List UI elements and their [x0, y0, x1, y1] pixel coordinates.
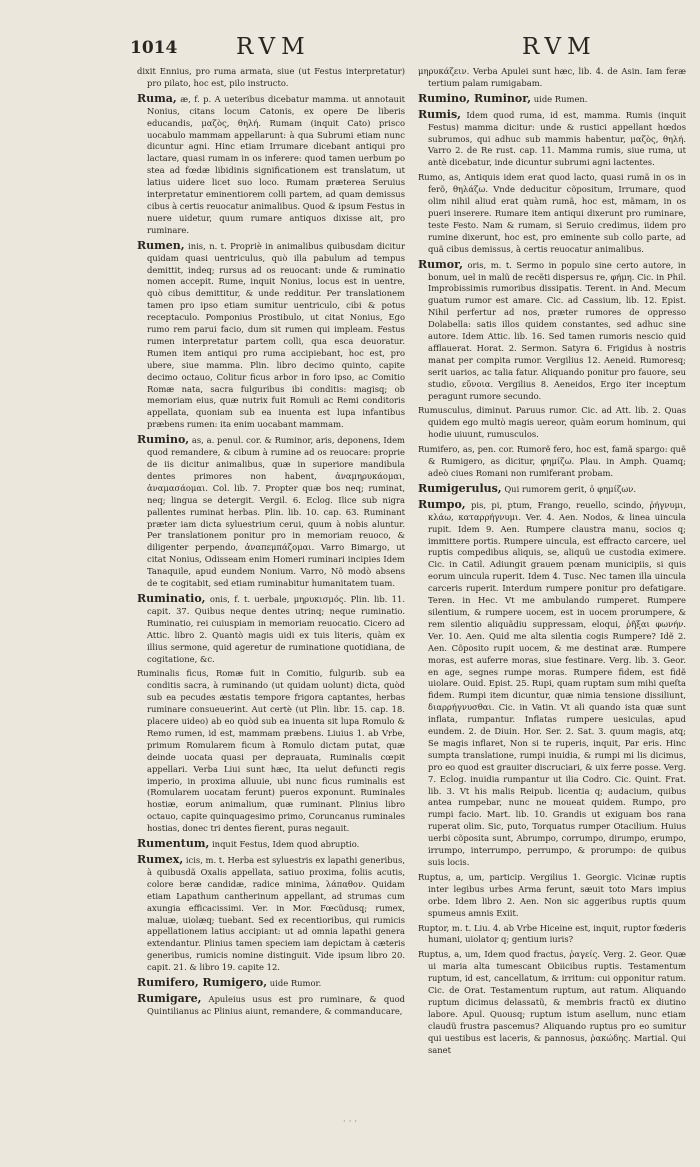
- entry-text: Ruptus, a, um, Idem quod fractus, ῥαγείς. Verg. 2. Geor. Quæ ui maria alta tumescant Obiicibus ruptis. Testamentum ruptum, id est, cancellatum, & irritum: cui opponitur ratum. Cic. de Orat. Testamentum ruptum, aut ratum. Aliquando ruptum dicimus delassatũ, & membris fractũ ex diutino labore. Apul. Quousq; ruptum istum asellum, nunc etiam claudũ frustra pascemus? Aliquando ruptus pro eo sumitur qui uestibus est laceris, & pannosus, ῥακώδης. Martial. Qui sanet: [418, 949, 686, 1055]
- dictionary-entry: [418, 93, 686, 106]
- entry-paragraph: [137, 240, 405, 432]
- entry-paragraph: [418, 259, 686, 403]
- entry-paragraph: [137, 434, 405, 590]
- entry-text: onis, f. t. uerbale, μηρυκισμός. Plin. lib. 11. capit. 37. Quibus neque dentes utrinq; neque ruminatio. Ruminatio, rei cuiuspiam in memoriam reuocatio. Cicero ad Attic. libro 2. Quantò magis uidi ex tuis literis, quàm ex illius sermone, quid ageretur de ruminatione quotidiana, de cogitatione, &c.: [147, 593, 405, 664]
- entry-text: æ, f. p. A ueteribus dicebatur mamma. ut annotauit Nonius, citans locum Catonis, ex opere De liberis educandis, μαζὸς, θηλή. Rumam (inquit Cato) prisco uocabulo mammam appellarunt: à qua Subrumi etiam nunc dicuntur agni. Hinc etiam Irrumare dicebant antiqui pro lactare, quasi rumam in os inferere: quod tamen uerbum po stea ad fœdæ libidinis significationem est translatum, ut latius uidere licet suo loco. Rumam præterea Seruius interpretatur eminentiorem colli partem, ad quam demissus cibus à certis reuocatur animalibus. Quod & ipsum Festus in nuere uidetur, quum rumare antiquos dixisse ait, pro ruminare.: [147, 93, 405, 235]
- entry-headword: Ruma,: [137, 91, 177, 105]
- entry-text: Rumo, as, Antiquis idem erat quod lacto, quasi rumã in os in ferõ, θηλάζω. Vnde deducitur cõpositum, Irrumare, quod olim nihil aliud erat quàm rumã, hoc est, mãmam, in os pueri inserere. Rumare item antiqui dixerunt pro ruminare, teste Festo. Nam & rumam, si Seruio credimus, iidem pro rumine dixerunt, hoc est, pro eminente sub collo parte, ad quã cibus demissus, à certis reuocatur animalibus.: [418, 172, 686, 254]
- entry-text: μηρυκάζειν. Verba Apulei sunt hæc, lib. 4. de Asin. Iam feræ tertium palam rumigabam.: [418, 66, 686, 88]
- entry-paragraph: [418, 949, 686, 1056]
- dictionary-entry: [418, 949, 686, 1056]
- entry-paragraph: [137, 838, 405, 851]
- footer-ornament: · · ·: [342, 1117, 358, 1127]
- entry-text: uide Rumor.: [269, 978, 322, 989]
- dictionary-entry: [137, 240, 405, 432]
- dictionary-entry: [137, 838, 405, 851]
- entry-paragraph: [137, 66, 405, 90]
- dictionary-entry: [418, 172, 686, 255]
- entry-text: inis, n. t. Propriè in animalibus quibusdam dicitur quidam quasi uentriculus, quò illa pabulum ad tempus demittit, indeq; rursus ad os reuocant: unde & ruminatio nomen accepit. Rume, inquit Nonius, locus est in uentre, quò cibus demittitur, & unde redditur. Per translationem tamen pro ipso etiam sumitur uentriculo, cibi & potus receptaculo. Pomponius Prostibulo, ut citat Nonius, Ego rumo rem parui facio, dum sit rumen qui impleam. Festus rumen interpretatur partem colli, qua esca deuoratur. Rumen item antiqui pro ruma accipiebant, hoc est, pro ubere, siue mamma. Plin. libro decimo quinto, capite decimo octauo, Colitur ficus arbor in foro ipso, ac Comitio Romæ nata, sacra fulguribus ibi conditis: magisq; ob memoriam eius, quæ nutrix fuit Romuli ac Remi conditoris appellata, quoniam sub ea inuenta est lupa infantibus præbens rumen: ita enim uocabant mammam.: [147, 240, 405, 430]
- entry-text: Ruminalis ficus, Romæ fuit in Comitio, fulgurib. sub ea conditis sacra, à ruminando (ut quidam uolunt) dicta, quòd sub ea pecudes æstatis tempore frigora captantes, herbas ruminare consueuerint. Aut certè (ut Plin. libr. 15. cap. 18. placere uideo) ab eo quòd sub ea inuenta sit lupa Romulo & Remo rumen, id est, mammam præbens. Liuius 1. ab Vrbe, primum Romularem ficum à Romulo dictam putat, quæ deinde uocata quasi per deprauata, Ruminalis cœpit appellari. Verba Liui sunt hæc, Ita uelut defuncti regis imperio, in proxima alluuie, ubi nunc ficus ruminalis est (Romularem uocatam ferunt) pueros exponunt. Ruminales hostiæ, eorum animalium, quæ ruminant. Plinius libro octauo, capite quinquagesimo primo, Coruncanus ruminales hostias, donec tri dentes fierent, puras negauit.: [137, 668, 405, 834]
- entry-headword: Rumor,: [418, 257, 463, 271]
- entry-paragraph: [418, 66, 686, 90]
- entry-text: as, a. penul. cor. & Ruminor, aris, deponens, Idem quod remandere, & cibum à rumine ad os reuocare: proprie de iis dicitur animalibus, quæ in superiore mandibula dentes primores non habent, ἀναμηρυκάομαι, ἀναμασάομαι. Col. lib. 7. Propter quæ bos neq; ruminat, neq; lingua se detergit. Vergil. 6. Eclog. Ilice sub nigra pallentes ruminat herbas. Plin. lib. 10. cap. 63. Ruminant præter iam dicta syluestrium cerui, quum à nobis aluntur. Per translationem ponitur pro in memoriam reuoco, & diligenter perpendo, ἀναπεμπάζομαι. Varro Bimargo, ut citat Nonius, Odisseam enim Homeri ruminari incipies Idem Tanaquile, apud eundem Nonium. Varro, Nõ modò absens de te cogitabit, sed etiam ruminabitur humanitatem tuam.: [147, 435, 405, 589]
- right-column: [418, 66, 686, 1060]
- entry-headword: Rumino,: [137, 433, 190, 447]
- entry-headword: Rumifero, Rumigero,: [137, 976, 268, 990]
- dictionary-entry: [137, 977, 405, 990]
- entry-paragraph: [418, 499, 686, 869]
- entry-paragraph: [137, 668, 405, 835]
- entry-paragraph: [137, 977, 405, 990]
- entry-text: uide Rumen.: [533, 93, 588, 104]
- entry-text: Rumusculus, diminut. Paruus rumor. Cic. ad Att. lib. 2. Quas quidem ego multò magis uereor, quàm eorum hominum, qui hodie uiuunt, rumusculos.: [418, 405, 686, 440]
- left-column: [137, 66, 405, 1021]
- dictionary-entry: [418, 109, 686, 170]
- running-head-left: RVM: [236, 34, 311, 60]
- entry-headword: Ruminatio,: [137, 591, 206, 605]
- dictionary-entry: [418, 483, 686, 496]
- entry-paragraph: [418, 109, 686, 170]
- dictionary-entry: [418, 444, 686, 480]
- entry-headword: Rumen,: [137, 238, 185, 252]
- running-head-right: RVM: [522, 34, 597, 60]
- entry-headword: Rumino, Ruminor,: [418, 91, 532, 105]
- entry-headword: Rumis,: [418, 107, 461, 121]
- entry-text: oris, m. t. Sermo in populo sine certo autore, in bonum, uel in malũ de recẽti dispersus re, φήμη. Cic. in Phil. Improbissimis rumoribus dissipatis. Terent. in And. Mecum guatum rumor est amare. Cic. ad Cassium, lib. 12. Epist. Nihil perfertur ad nos, præter rumores de oppresso Dolabella: satis illos quidem constantes, sed adhuc sine autore. Idem Attic. lib. 16. Sed tamen rumoris nescio quid afflauerat. Horat. 2. Sermon. Satyra 6. Frigidus à nostris manat per compita rumor. Vergilius 12. Aeneid. Rumoresq; serit uarios, ac talia fatur. Aliquando ponitur pro fauore, seu studio, εὔνοια. Vergilius 8. Aeneidos, Ergo iter inceptum peragunt rumore secundo.: [428, 259, 686, 401]
- dictionary-entry: [418, 499, 686, 869]
- dictionary-entry: [137, 434, 405, 590]
- entry-headword: Rumigare,: [137, 991, 202, 1005]
- entry-text: Rumifero, as, pen. cor. Rumorẽ fero, hoc est, famã spargo: quẽ & Rumigero, as dicitur, φημίζω. Plau. in Amph. Quamq; adeò ciues Romani non rumiferant probam.: [418, 444, 686, 478]
- dictionary-entry: [137, 66, 405, 90]
- dictionary-entry: [418, 259, 686, 403]
- entry-headword: Rumentum,: [137, 837, 210, 851]
- entry-headword: Rumex,: [137, 853, 184, 866]
- dictionary-entry: [418, 872, 686, 920]
- entry-paragraph: [418, 444, 686, 480]
- entry-paragraph: [418, 172, 686, 255]
- entry-text: icis, m. t. Herba est syluestris ex lapathi generibus, à quibusdã Oxalis appellata, satiuo proxima, foliis acutis, colore beræ candidæ, radice minima, λάπαθον. Quidam etiam Lapathum cantherinum appellant, ad strumas cum axungia efficacissimi. Ver. in Mor. Fœcũdusq; rumex, maluæ, uiolæq; tuebant. Sed ex recentioribus, qui rumicis appellationem latius accipiant: ut ad omnia lapathi genera extendantur. Plinius tamen speciem iam depictam à cæteris generibus, rumicis nomine distinguit. Vide ipsum libro 20. capit. 21. & libro 19. capite 12.: [147, 855, 405, 973]
- entry-headword: Rumigerulus,: [418, 481, 502, 495]
- entry-paragraph: [137, 93, 405, 237]
- dictionary-entry: [418, 923, 686, 947]
- entry-paragraph: [137, 854, 405, 974]
- entry-paragraph: [418, 93, 686, 106]
- entry-text: Ruptor, m. t. Liu. 4. ab Vrbe Hiceine est, inquit, ruptor fœderis humani, uiolator q; gentium iuris?: [418, 922, 686, 945]
- entry-headword: Rumpo,: [418, 497, 466, 511]
- entry-text: Idem quod ruma, id est, mamma. Rumis (inquit Festus) mamma dicitur: unde & rustici appellant hœdos subrumos, qui adhuc sub mammis habentur, μαζὸς, θηλή. Varro 2. de Re rust. cap. 11. Mamma rumis, siue ruma, ut antè dicebatur, inde dicuntur subrumi agni lactentes.: [428, 109, 686, 168]
- dictionary-entry: [137, 993, 405, 1018]
- dictionary-entry: [137, 668, 405, 835]
- entry-text: Apuleius usus est pro ruminare, & quod Quintilianus ac Plinius aiunt, remandere, & commanducare,: [147, 993, 405, 1016]
- dictionary-entry: [137, 593, 405, 665]
- entry-paragraph: [137, 593, 405, 665]
- entry-paragraph: [418, 405, 686, 441]
- entry-paragraph: [418, 872, 686, 920]
- page-number: 1014: [130, 38, 178, 58]
- entry-text: Ruptus, a, um, particip. Vergilius 1. Georgic. Vicinæ ruptis inter legibus urbes Arma ferunt, sæuit toto Mars impius orbe. Idem libro 2. Aen. Non sic aggeribus ruptis quum spumeus amnis Exiit.: [418, 871, 686, 918]
- dictionary-entry: [418, 405, 686, 441]
- page-header: [0, 34, 700, 64]
- dictionary-entry: [418, 66, 686, 90]
- entry-text: pis, pi, ptum, Frango, reuello, scindo, ῥήγνυμι, κλάω, καταρρήγνυμι. Ver. 4. Aen. Nodos, & linea uincula rupit. Idem 9. Aen. Rumpere claustra manu, socios q; immittere portis. Rumpere uincula, est effracto carcere, uel ruptis compedibus aliquis, se, aliquũ ue custodia eximere. Cic. in Catil. Adiungit grauem pœnam municipiis, si quis eorum uincula ruperit. Idem 4. Tusc. Nec tamen illa uincula carceris ruperit. Interdum rumpere ponitur pro defatigare. Teren. in Hec. Vt me ambulando rumperet. Rumpere silentium, & rumpere uocem, est in uocem prorumpere, & rem silentio aliquãdiu suppressam, eloqui, ῥῆξαι φωνήν. Ver. 10. Aen. Quid me alta silentia cogis Rumpere? Idẽ 2. Aen. Cõposito rupit uocem, & me destinat aræ. Rumpere moras, est auferre moras, siue festinare. Verg. lib. 3. Geor. en age, segnes rumpe moras. Rumpere fidem, est fidẽ uiolare. Ouid. Epist. 25. Rupi, quam ruptam sum mihi queſta fidem. Rumpi item dicuntur, quæ nimia tensione dissiliunt, διαρρήγνυσθαι. Cic. in Vatin. Vt ali quando ista quæ sunt inflata, rumpantur. Inflatas rumpere uesiculas, apud eundem. 2. de Diuin. Hor. Ser. 2. Sat. 3. quum magis, atq; Se magis inflaret, Non si te ruperis, inquit, Par eris. Hinc sumpta translatione, rumpi inuidia, & rumpi mi lis dicimus, pro eo quod est grauiter discruciari, & uix ferre posse. Verg. 7. Eclog. inuidia rumpantur ut ilia Codro. Cic. Quint. Frat. lib. 3. Vt his malis Reipub. licentia q; audacium, quibus antea rumpebar, nunc ne moueat quidem. Rumpo, pro rumpi facio. Mart. lib. 10. Grandis ut exiguam bos rana ruperat olim. Sic, puto, Torquatus rumper Otacilium. Huius uerbi cõposita sunt, Abrumpo, corrumpo, dirumpo, erumpo, irrumpo, interrumpo, perrumpo, & prorumpo: de quibus suis locis.: [428, 499, 686, 867]
- entry-text: Qui rumorem gerit, ὁ φημίζων.: [504, 483, 636, 494]
- entry-text: dixit Ennius, pro ruma armata, siue (ut Festus interpretatur) pro pilato, hoc est, pilo instructo.: [137, 66, 405, 88]
- entry-paragraph: [137, 993, 405, 1018]
- entry-paragraph: [418, 483, 686, 496]
- dictionary-entry: [137, 854, 405, 974]
- entry-text: inquit Festus, Idem quod abruptio.: [212, 839, 360, 850]
- entry-paragraph: [418, 923, 686, 947]
- dictionary-entry: [137, 93, 405, 237]
